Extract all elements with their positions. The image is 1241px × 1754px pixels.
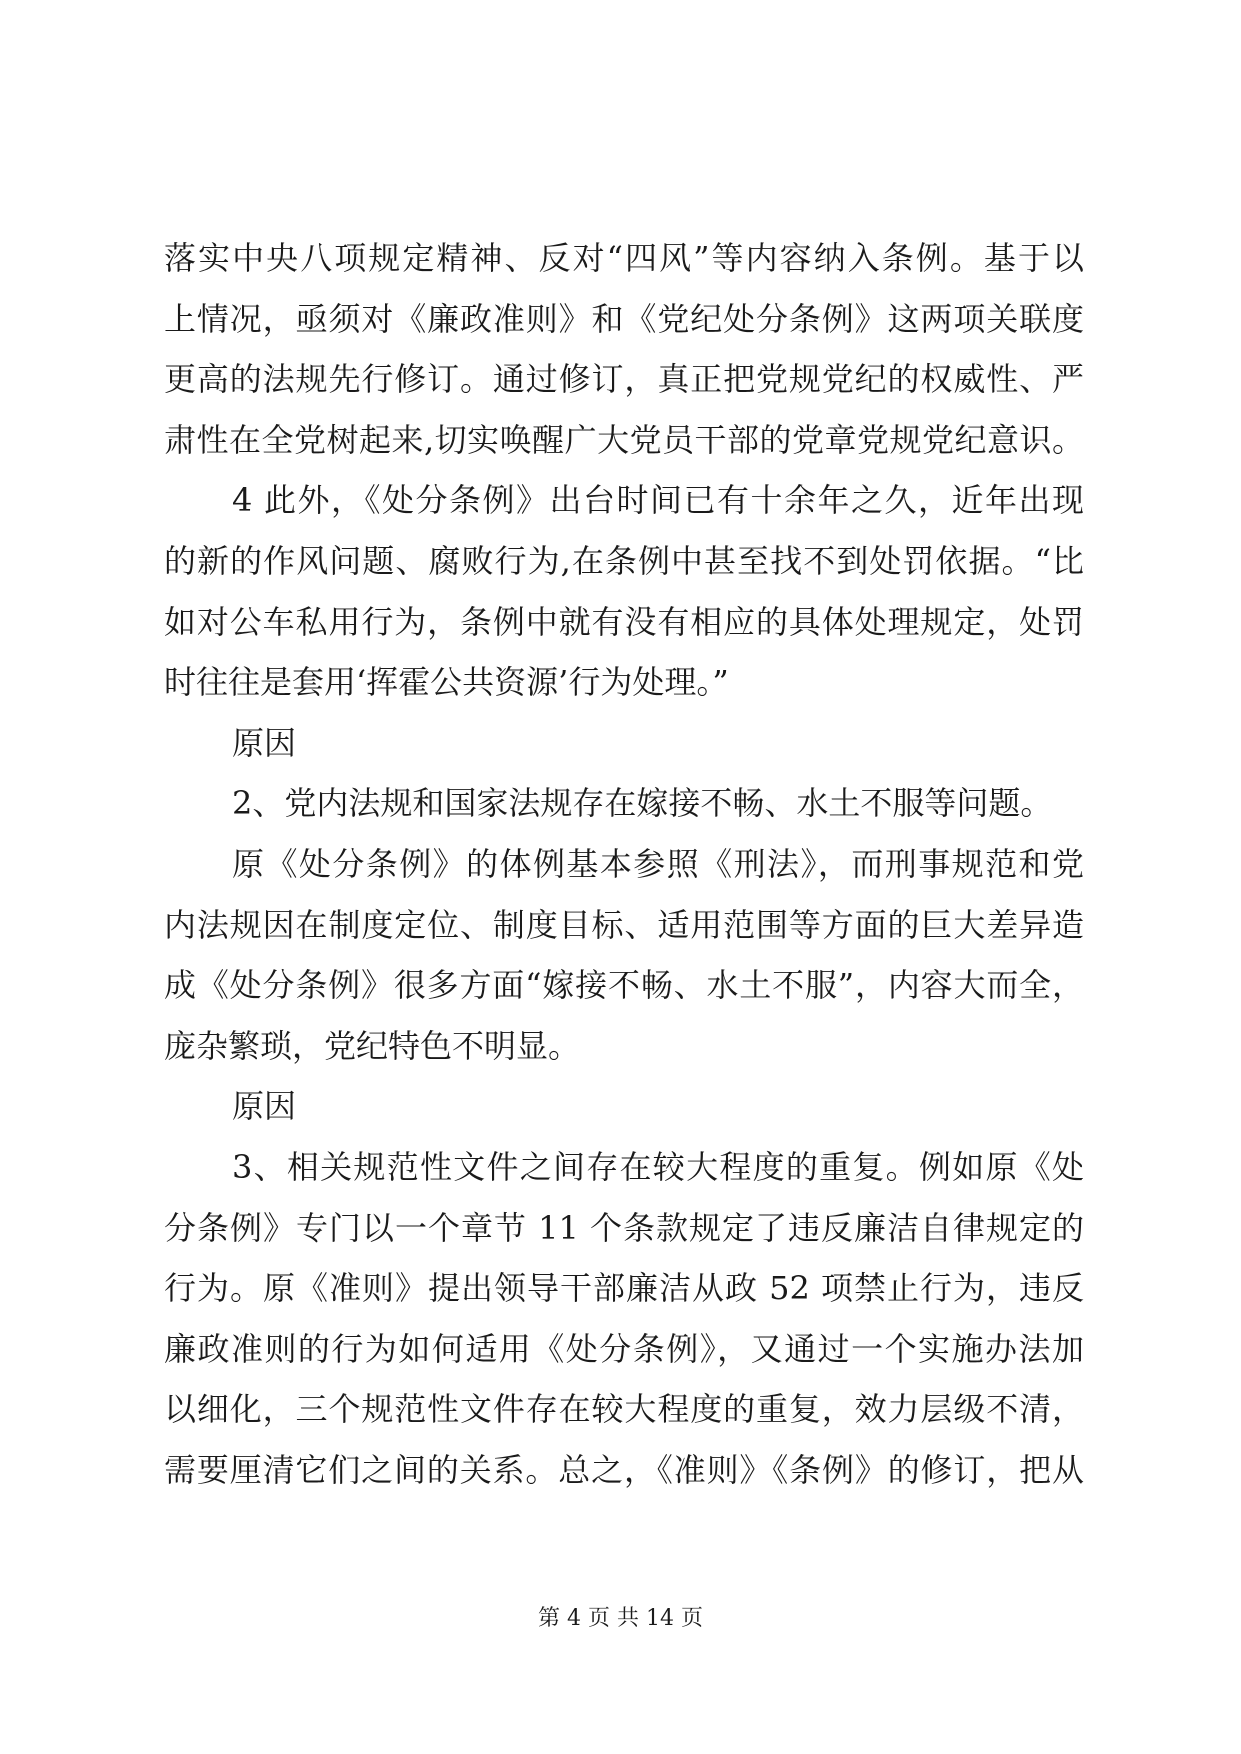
text-line: 时往往是套用‘挥霍公共资源’行为处理。”	[164, 663, 729, 702]
text-line: 上情况，亟须对《廉政准则》和《党纪处分条例》这两项关联度	[164, 299, 1084, 338]
text-line: 原因	[232, 723, 297, 762]
text-line: 廉政准则的行为如何适用《处分条例》，又通过一个实施办法加	[164, 1329, 1084, 1368]
document-body	[164, 228, 1084, 1500]
text-line: 如对公车私用行为，条例中就有没有相应的具体处理规定，处罚	[164, 602, 1084, 641]
text-line: 的新的作风问题、腐败行为,在条例中甚至找不到处罚依据。“比	[164, 541, 1084, 580]
text-line: 分条例》专门以一个章节 11 个条款规定了违反廉洁自律规定的	[164, 1208, 1084, 1247]
text-line: 行为。原《准则》提出领导干部廉洁从政 52 项禁止行为，违反	[164, 1269, 1084, 1308]
text-line: 庞杂繁琐，党纪特色不明显。	[164, 1026, 581, 1065]
text-line: 原因	[232, 1087, 297, 1126]
text-line: 3、相关规范性文件之间存在较大程度的重复。例如原《处	[232, 1147, 1084, 1186]
text-line: 以细化，三个规范性文件存在较大程度的重复，效力层级不清，	[164, 1390, 1084, 1429]
text-line: 落实中央八项规定精神、反对“四风”等内容纳入条例。基于以	[164, 239, 1084, 277]
page-footer: 第 4 页 共 14 页	[538, 1606, 703, 1631]
text-line: 4 此外，《处分条例》出台时间已有十余年之久，近年出现	[232, 481, 1084, 520]
text-line: 需要厘清它们之间的关系。总之，《准则》《条例》的修订，把从	[164, 1450, 1084, 1489]
text-line: 成《处分条例》很多方面“嫁接不畅、水土不服”，内容大而全，	[164, 966, 1084, 1005]
text-line: 2、党内法规和国家法规存在嫁接不畅、水土不服等问题。	[232, 784, 1053, 823]
text-line: 肃性在全党树起来,切实唤醒广大党员干部的党章党规党纪意识。	[164, 420, 1084, 459]
text-line: 原《处分条例》的体例基本参照《刑法》，而刑事规范和党	[232, 844, 1084, 883]
text-line: 内法规因在制度定位、制度目标、适用范围等方面的巨大差异造	[164, 905, 1084, 944]
text-line: 更高的法规先行修订。通过修订，真正把党规党纪的权威性、严	[164, 360, 1084, 399]
